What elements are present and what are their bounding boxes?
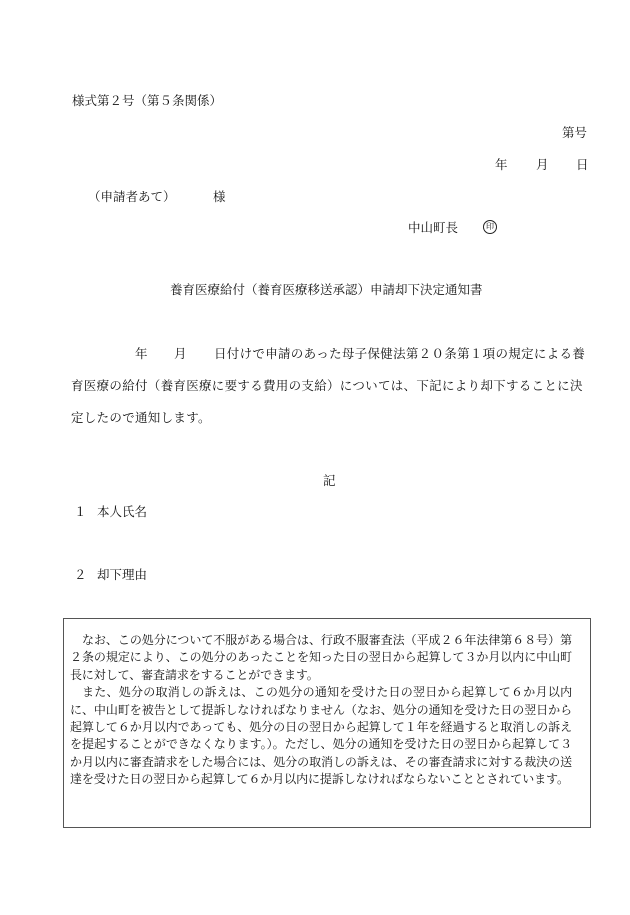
body-line-1: 日付けで申請のあった母子保健法第２０条第１項の規定による養	[214, 346, 586, 361]
body-month-label: 月	[174, 346, 187, 361]
issuer-name: 中山町長	[408, 220, 459, 235]
date-day-label: 日	[576, 157, 589, 172]
appeal-notice-box	[63, 618, 591, 828]
body-line-2: 育医療の給付（養育医療に要する費用の支給）については、下記により却下することに決	[71, 378, 583, 393]
notice-paragraph-2: また、処分の取消しの訴えは、この処分の通知を受けた日の翌日から起算して６か月以内に、中山町を被告として提訴しなければなりません（なお、処分の通知を受けた日の翌日から起算して６か月以内であっても、処分の日の翌日から起算して１年を経過すると取消しの訴えを提起することができなくなります。）。ただし、処分の通知を受けた日の翌日から起算して３か月以内に審査請求をした場合には、処分の取消しの訴えは、その審査請求に対する裁決の送達を受けた日の翌日から起算して６か月以内に提訴しなければならないこととされています。	[70, 685, 572, 787]
notice-paragraph-1: なお、この処分について不服がある場合は、行政不服審査法（平成２６年法律第６８号）第２条の規定により、この処分のあったことを知った日の翌日から起算して３か月以内に中山町長に対して、審査請求をすることができます。	[70, 633, 572, 682]
official-seal-mark	[483, 218, 497, 234]
item-1-number: １	[74, 504, 87, 519]
item-2-number: ２	[74, 567, 87, 582]
addressee: （申請者あて）	[88, 189, 176, 204]
body-year-label: 年	[135, 346, 148, 361]
document-title: 養育医療給付（養育医療移送承認）申請却下決定通知書	[170, 282, 483, 297]
date-year-label: 年	[495, 157, 508, 172]
item-2-label: 却下理由	[97, 567, 148, 582]
item-1-label: 本人氏名	[97, 504, 148, 519]
form-number: 様式第２号（第５条関係）	[72, 93, 223, 108]
body-line-3: 定したので通知します。	[71, 410, 211, 425]
seal-icon: 印	[483, 220, 497, 234]
document-number-label: 第号	[562, 125, 588, 140]
honorific: 様	[213, 189, 226, 204]
date-month-label: 月	[536, 157, 549, 172]
record-heading: 記	[323, 473, 336, 488]
